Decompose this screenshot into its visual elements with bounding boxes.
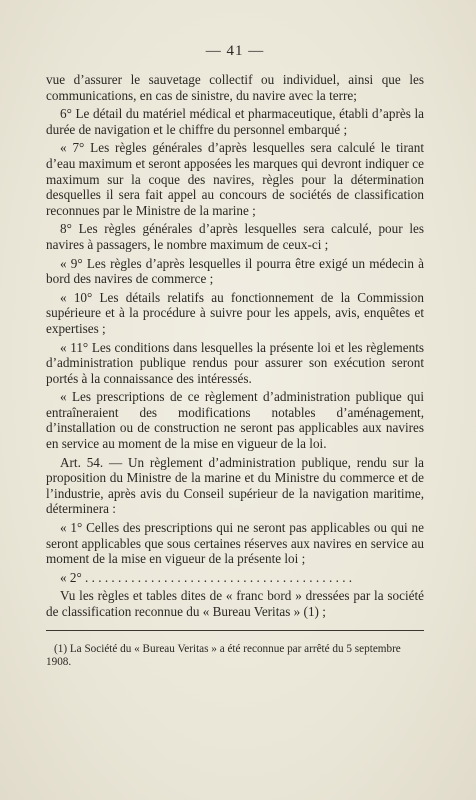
- paragraph-4: « 9° Les règles d’après lesquelles il pourra être exigé un médecin à bord des navires de commerce ;: [46, 255, 424, 287]
- page-number: — 41 —: [205, 43, 265, 59]
- paragraph-5: « 10° Les détails relatifs au fonctionnement de la Commission supérieure et à la procédure à suivre pour les appels, avis, enquêtes et expertises ;: [46, 289, 424, 336]
- body-text: [46, 72, 424, 620]
- footnote: (1) La Société du « Bureau Veritas » a été reconnue par arrêté du 5 septembre 1908.: [46, 642, 401, 669]
- footnote-divider: [46, 630, 424, 631]
- paragraph-8: Art. 54. — Un règlement d’administration publique, rendu sur la proposition du Ministre de la marine et du Ministre du commerce et de l’industrie, après avis du Conseil supérieur de la navigation maritime, déterminera :: [46, 454, 424, 517]
- paragraph-1: 6° Le détail du matériel médical et pharmaceutique, établi d’après la durée de navigation et le chiffre du personnel embarqué ;: [46, 106, 424, 137]
- paragraph-3: 8° Les règles générales d’après lesquelles sera calculé, pour les navires à passagers, le nombre maximum de ceux-ci ;: [46, 221, 424, 252]
- paragraph-9: « 1° Celles des prescriptions qui ne seront pas applicables ou qui ne seront applicables que sous certaines réserves aux navires en service au moment de la mise en vigueur de la présente loi ;: [46, 520, 424, 567]
- paragraph-2: « 7° Les règles générales d’après lesquelles sera calculé le tirant d’eau maximum et seront apposées les marques qui devront indiquer ce maximum sur la coque des navires, règles pour la détermination desquelles il sera fait appel au concours de sociétés de classification reconnues par le Ministre de la marine ;: [46, 140, 424, 218]
- paragraph-6: « 11° Les conditions dans lesquelles la présente loi et les règlements d’administration publique rendus pour assurer son exécution seront portés à la connaissance des intéressés.: [46, 339, 424, 386]
- paragraph-0: vue d’assurer le sauvetage collectif ou individuel, ainsi que les communications, en cas de sinistre, du navire avec la terre;: [46, 72, 424, 103]
- paragraph-7: « Les prescriptions de ce règlement d’administration publique qui entraîneraient des modifications notables d’aménagement, d’installation ou de construction ne seront pas applicables aux navires en service au moment de la mise en vigueur de la loi.: [46, 389, 424, 452]
- paragraph-11: Vu les règles et tables dites de « franc bord » dressées par la société de classification reconnue du « Bureau Veritas » (1) ;: [46, 588, 424, 619]
- paragraph-10-ellipsis: « 2° . . . . . . . . . . . . . . . . . . . . . . . . . . . . . . . . . . . . . . . . .: [60, 569, 353, 585]
